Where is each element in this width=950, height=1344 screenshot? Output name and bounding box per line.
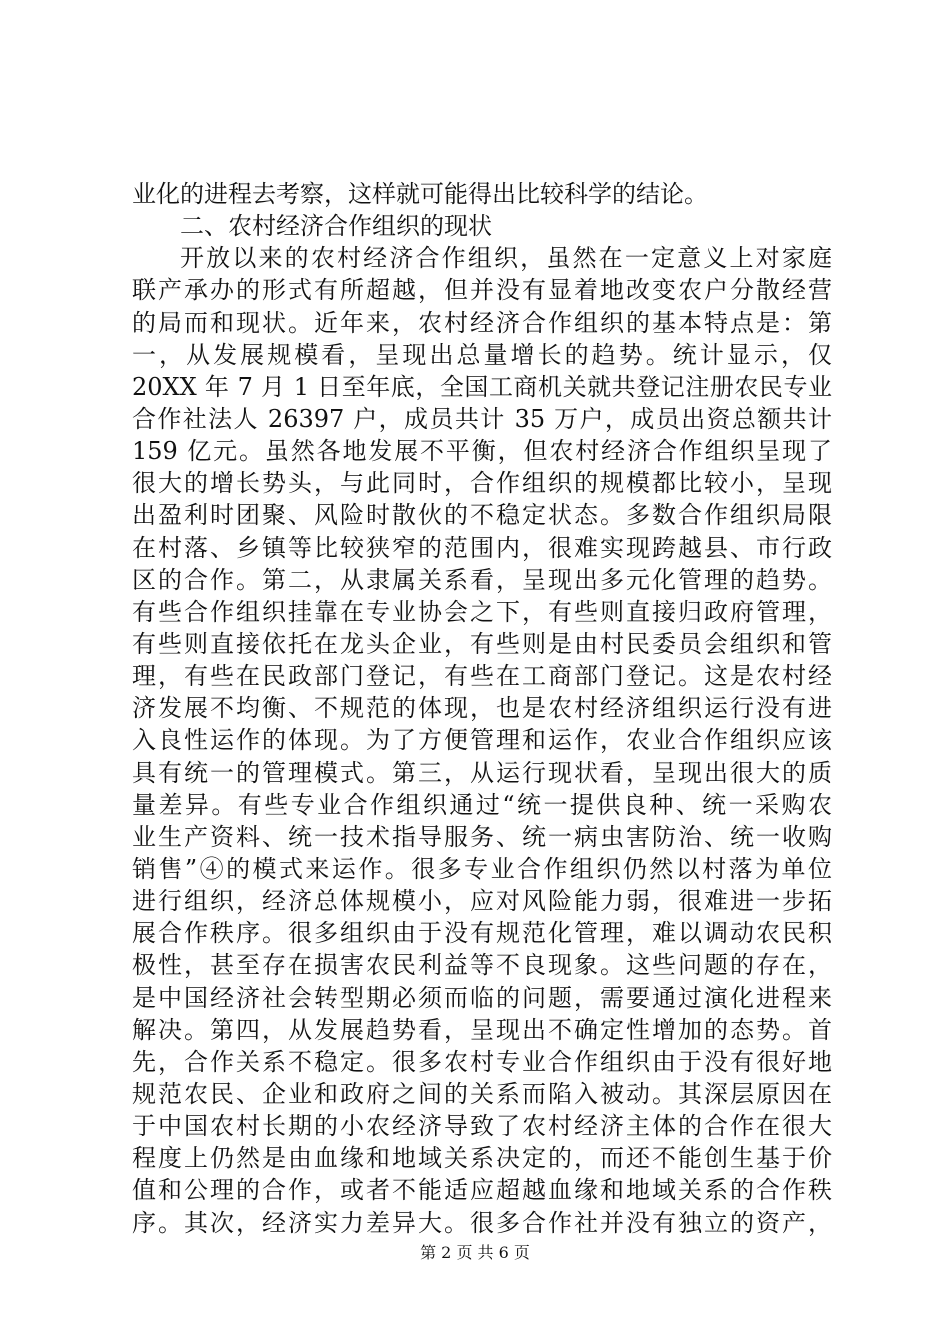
text-line: 在村落、乡镇等比较狭窄的范围内，很难实现跨越县、市行政 [132, 533, 832, 562]
text-line: 序。其次，经济实力差异大。很多合作社并没有独立的资产， [132, 1208, 832, 1237]
text-line: 理，有些在民政部门登记，有些在工商部门登记。这是农村经 [132, 662, 832, 691]
text-line: 程度上仍然是由血缘和地域关系决定的，而还不能创生基于价 [132, 1144, 832, 1173]
document-body [132, 178, 832, 1239]
text-line: 量差异。有些专业合作组织通过“统一提供良种、统一采购农 [132, 790, 832, 819]
page-footer [0, 1243, 950, 1263]
section-heading: 二、农村经济合作组织的现状 [180, 212, 492, 241]
text-line: 销售”④的模式来运作。很多专业合作组织仍然以村落为单位 [132, 854, 832, 883]
text-line: 业化的进程去考察，这样就可能得出比较科学的结论。 [132, 180, 708, 208]
page-number-label: 第 2 页 共 6 页 [420, 1243, 530, 1262]
text-line: 区的合作。第二，从隶属关系看，呈现出多元化管理的趋势。 [132, 565, 832, 594]
text-line: 业生产资料、统一技术指导服务、统一病虫害防治、统一收购 [132, 822, 832, 851]
text-line: 联产承办的形式有所超越，但并没有显着地改变农户分散经营 [132, 276, 832, 305]
text-line: 很大的增长势头，与此同时，合作组织的规模都比较小，呈现 [132, 469, 832, 498]
text-line: 具有统一的管理模式。第三，从运行现状看，呈现出很大的质 [132, 758, 832, 787]
text-line: 入良性运作的体现。为了方便管理和运作，农业合作组织应该 [132, 726, 832, 755]
text-line: 出盈利时团聚、风险时散伙的不稳定状态。多数合作组织局限 [132, 501, 832, 530]
text-line: 有些合作组织挂靠在专业协会之下，有些则直接归政府管理， [132, 597, 832, 626]
text-line: 有些则直接依托在龙头企业，有些则是由村民委员会组织和管 [132, 629, 832, 658]
text-line: 合作社法人 26397 户，成员共计 35 万户，成员出资总额共计 [132, 404, 832, 433]
text-line: 进行组织，经济总体规模小，应对风险能力弱，很难进一步拓 [132, 887, 832, 916]
text-line: 159 亿元。虽然各地发展不平衡，但农村经济合作组织呈现了 [132, 437, 832, 466]
text-line: 极性，甚至存在损害农民利益等不良现象。这些问题的存在， [132, 951, 832, 980]
text-line: 开放以来的农村经济合作组织，虽然在一定意义上对家庭 [180, 244, 832, 273]
text-line: 值和公理的合作，或者不能适应超越血缘和地域关系的合作秩 [132, 1176, 832, 1205]
text-line: 展合作秩序。很多组织由于没有规范化管理，难以调动农民积 [132, 919, 832, 948]
text-line: 20XX 年 7 月 1 日至年底，全国工商机关就共登记注册农民专业 [132, 372, 832, 401]
text-line: 一，从发展规模看，呈现出总量增长的趋势。统计显示，仅 [132, 340, 832, 369]
text-line: 解决。第四，从发展趋势看，呈现出不确定性增加的态势。首 [132, 1015, 832, 1044]
text-line: 的局而和现状。近年来，农村经济合作组织的基本特点是：第 [132, 308, 832, 337]
text-line: 济发展不均衡、不规范的体现，也是农村经济组织运行没有进 [132, 694, 832, 723]
text-line: 于中国农村长期的小农经济导致了农村经济主体的合作在很大 [132, 1112, 832, 1141]
text-line: 是中国经济社会转型期必须而临的问题，需要通过演化进程来 [132, 983, 832, 1012]
text-line: 规范农民、企业和政府之间的关系而陷入被动。其深层原因在 [132, 1079, 832, 1108]
text-line: 先，合作关系不稳定。很多农村专业合作组织由于没有很好地 [132, 1047, 832, 1076]
